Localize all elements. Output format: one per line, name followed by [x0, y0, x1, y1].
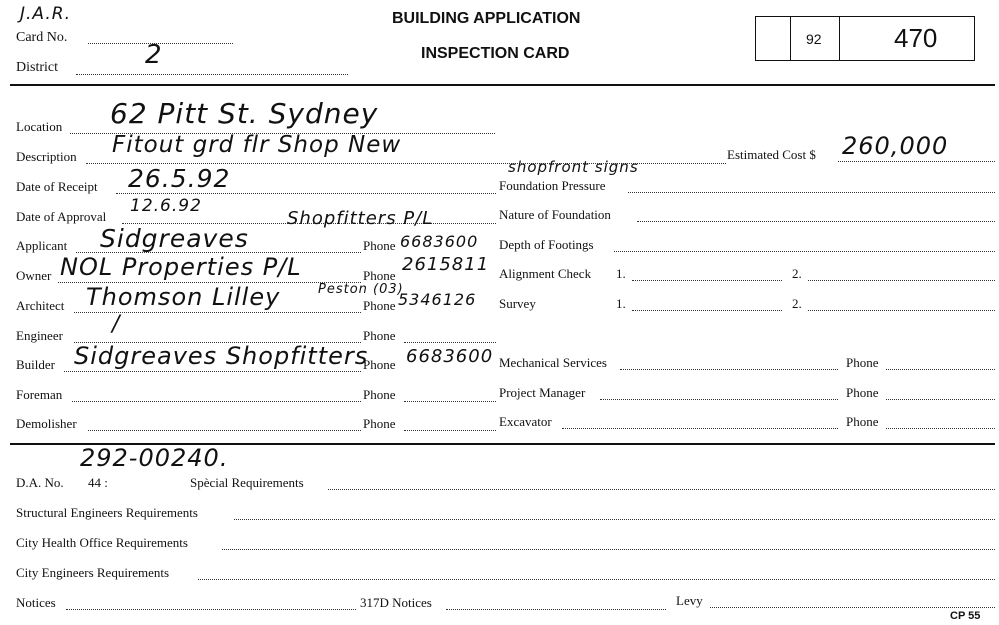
notices-317d-field[interactable]: [446, 609, 666, 610]
district-value: 2: [145, 40, 163, 70]
builder-phone-value: 6683600: [406, 346, 494, 367]
date-of-receipt-value: 26.5.92: [128, 164, 231, 193]
foreman-label: Foreman: [16, 387, 63, 402]
estimated-cost-label: Estimated Cost $: [727, 147, 816, 162]
header-divider: [10, 84, 995, 86]
city-health-field[interactable]: [222, 549, 995, 550]
notices-317d-label: 317D Notices: [360, 595, 432, 610]
da-no-value: 44 :: [88, 475, 108, 490]
description-label: Description: [16, 149, 77, 164]
district-field[interactable]: [76, 74, 348, 75]
mechanical-services-phone-label: Phone: [846, 355, 879, 370]
estimated-cost-field[interactable]: [838, 161, 995, 162]
levy-field[interactable]: [710, 607, 995, 608]
project-manager-field[interactable]: [600, 399, 838, 400]
estimated-cost-value: 260,000: [842, 132, 949, 160]
project-manager-label: Project Manager: [499, 385, 586, 400]
depth-of-footings-field[interactable]: [614, 251, 995, 252]
engineer-phone-field[interactable]: [404, 342, 496, 343]
levy-label: Levy: [676, 593, 703, 608]
architect-phone-label: Phone: [363, 298, 396, 313]
date-of-receipt-label: Date of Receipt: [16, 179, 98, 194]
alignment-check-label: Alignment Check: [499, 266, 592, 281]
location-value: 62 Pitt St. Sydney: [110, 97, 379, 130]
demolisher-field[interactable]: [88, 430, 361, 431]
location-label: Location: [16, 119, 63, 134]
notices-label: Notices: [16, 595, 56, 610]
date-of-receipt-field[interactable]: [116, 193, 496, 194]
builder-label: Builder: [16, 357, 55, 372]
architect-value-note: Peston (03): [318, 282, 404, 297]
foreman-phone-field[interactable]: [404, 401, 496, 402]
description-value: Fitout grd flr Shop New: [112, 132, 402, 158]
number-box-blank: [755, 16, 792, 61]
applicant-phone-value: 6683600: [400, 232, 479, 251]
builder-phone-label: Phone: [363, 357, 396, 372]
mechanical-services-field[interactable]: [620, 369, 838, 370]
excavator-phone-field[interactable]: [886, 428, 995, 429]
structural-engineers-field[interactable]: [234, 519, 995, 520]
special-requirements-field[interactable]: [328, 489, 995, 490]
notices-field[interactable]: [66, 609, 356, 610]
builder-field[interactable]: [64, 371, 361, 372]
survey-2-field[interactable]: [808, 310, 995, 311]
excavator-field[interactable]: [562, 428, 838, 429]
demolisher-phone-field[interactable]: [404, 430, 496, 431]
foreman-phone-label: Phone: [363, 387, 396, 402]
alignment-check-1-field[interactable]: [632, 280, 782, 281]
survey-label: Survey: [499, 296, 536, 311]
city-engineers-label: City Engineers Requirements: [16, 565, 170, 580]
alignment-check-2-field[interactable]: [808, 280, 995, 281]
project-manager-phone-field[interactable]: [886, 399, 995, 400]
city-health-label: City Health Office Requirements: [16, 535, 188, 550]
da-handwritten-number: 292-00240.: [80, 444, 229, 472]
description-value-2: shopfront signs: [508, 158, 639, 176]
architect-phone-value: 5346126: [398, 290, 477, 309]
engineer-label: Engineer: [16, 328, 63, 343]
applicant-label: Applicant: [16, 238, 68, 253]
survey-2-label: 2.: [792, 296, 802, 311]
alignment-check-2-label: 2.: [792, 266, 802, 281]
date-of-approval-label: Date of Approval: [16, 209, 107, 224]
box-year-text: 92: [806, 31, 822, 47]
nature-of-foundation-field[interactable]: [637, 221, 995, 222]
card-no-label: Card No.: [16, 30, 68, 45]
box-number-text: 470: [894, 23, 938, 53]
form-title-line1: BUILDING APPLICATION: [392, 10, 581, 27]
alignment-check-1-label: 1.: [616, 266, 626, 281]
survey-1-label: 1.: [616, 296, 626, 311]
nature-of-foundation-label: Nature of Foundation: [499, 207, 611, 222]
survey-1-field[interactable]: [632, 310, 782, 311]
mechanical-services-label: Mechanical Services: [499, 355, 607, 370]
form-title-line2: INSPECTION CARD: [421, 45, 570, 62]
applicant-phone-label: Phone: [363, 238, 396, 253]
engineer-phone-label: Phone: [363, 328, 396, 343]
excavator-phone-label: Phone: [846, 414, 879, 429]
foreman-field[interactable]: [72, 401, 361, 402]
depth-of-footings-label: Depth of Footings: [499, 237, 594, 252]
special-requirements-label: Spècial Requirements: [190, 475, 304, 490]
mechanical-services-phone-field[interactable]: [886, 369, 995, 370]
owner-value: NOL Properties P/L: [60, 253, 302, 281]
architect-label: Architect: [16, 298, 65, 313]
demolisher-phone-label: Phone: [363, 416, 396, 431]
foundation-pressure-field[interactable]: [628, 192, 995, 193]
owner-phone-value: 2615811: [402, 254, 490, 275]
demolisher-label: Demolisher: [16, 416, 77, 431]
applicant-value: Sidgreaves: [100, 224, 249, 253]
owner-label: Owner: [16, 268, 52, 283]
form-code: CP 55: [950, 610, 981, 622]
number-box-year: [790, 16, 841, 61]
owner-phone-label: Phone: [363, 268, 396, 283]
applicant-value-top: Shopfitters P/L: [287, 208, 434, 229]
architect-value: Thomson Lilley: [86, 283, 281, 311]
excavator-label: Excavator: [499, 414, 552, 429]
date-of-approval-value: 12.6.92: [130, 196, 202, 216]
number-box-main: [839, 16, 975, 61]
da-no-label: D.A. No.: [16, 475, 64, 490]
structural-engineers-label: Structural Engineers Requirements: [16, 505, 198, 520]
district-label: District: [16, 60, 58, 75]
initials: J.A.R.: [20, 4, 71, 24]
city-engineers-field[interactable]: [198, 579, 995, 580]
builder-value: Sidgreaves Shopfitters: [74, 342, 369, 370]
foundation-pressure-label: Foundation Pressure: [499, 178, 606, 193]
project-manager-phone-label: Phone: [846, 385, 879, 400]
engineer-value: /: [112, 312, 121, 337]
